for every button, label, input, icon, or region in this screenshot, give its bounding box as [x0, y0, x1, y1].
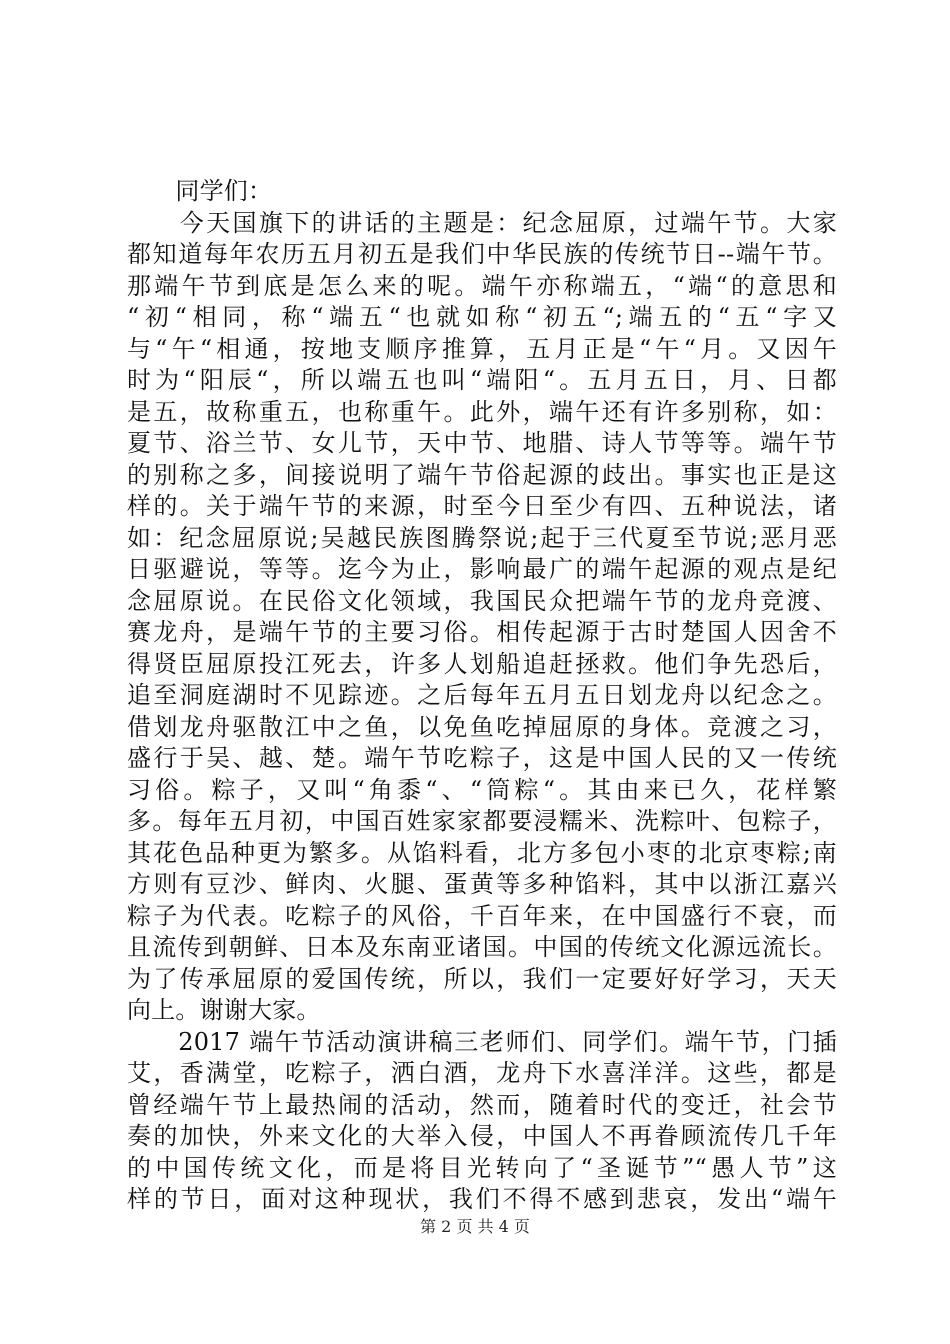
text-line: 是五，故称重五，也称重午。此外，端午还有许多别称，如：	[127, 397, 837, 426]
text-line: 追至洞庭湖时不见踪迹。之后每年五月五日划龙舟以纪念之。	[127, 681, 837, 709]
text-line: 为了传承屈原的爱国传统，所以，我们一定要好好学习，天天	[127, 964, 837, 993]
text-line: 如：纪念屈原说;吴越民族图腾祭说;起于三代夏至节说;恶月恶	[127, 523, 837, 552]
text-line: 那端午节到底是怎么来的呢。端午亦称端五，“端“的意思和	[127, 271, 837, 300]
text-line: 习俗。粽子，又叫“角黍“、“筒粽“。其由来已久，花样繁	[127, 775, 837, 804]
text-line: 艾，香满堂，吃粽子，洒白酒，龙舟下水喜洋洋。这些，都是	[127, 1059, 837, 1087]
text-line: 日驱避说，等等。迄今为止，影响最广的端午起源的观点是纪	[127, 555, 837, 583]
text-line: 粽子为代表。吃粽子的风俗，千百年来，在中国盛行不衰，而	[127, 901, 837, 930]
text-line: 样的节日，面对这种现状，我们不得不感到悲哀，发出“端午	[127, 1185, 837, 1213]
text-line: 曾经端午节上最热闹的活动，然而，随着时代的变迁，社会节	[127, 1090, 837, 1119]
text-line: 与“午“相通，按地支顺序推算，五月正是“午“月。又因午	[127, 334, 837, 363]
text-line: 今天国旗下的讲话的主题是：纪念屈原，过端午节。大家	[127, 208, 837, 237]
text-line: 且流传到朝鲜、日本及东南亚诸国。中国的传统文化源远流长。	[127, 933, 837, 961]
text-line: 向上。谢谢大家。	[127, 996, 321, 1024]
text-line: 夏节、浴兰节、女儿节，天中节、地腊、诗人节等等。端午节	[127, 429, 837, 457]
text-line: 多。每年五月初，中国百姓家家都要浸糯米、洗粽叶、包粽子，	[127, 807, 837, 835]
text-line: 方则有豆沙、鲜肉、火腿、蛋黄等多种馅料，其中以浙江嘉兴	[127, 870, 837, 898]
text-line: 同学们：	[127, 177, 273, 205]
document-body	[127, 176, 837, 1216]
text-line: 奏的加快，外来文化的大举入侵，中国人不再眷顾流传几千年	[127, 1122, 837, 1150]
page-footer: 第 2 页 共 4 页	[420, 1217, 530, 1236]
text-line: 得贤臣屈原投江死去，许多人划船追赶拯救。他们争先恐后，	[127, 649, 837, 678]
text-line: 样的。关于端午节的来源，时至今日至少有四、五种说法，诸	[127, 492, 837, 520]
text-line: “初“相同，称“端五“也就如称“初五“;端五的“五“字又	[127, 303, 837, 331]
text-line: 都知道每年农历五月初五是我们中华民族的传统节日--端午节。	[127, 240, 837, 268]
text-line: 时为“阳辰“，所以端五也叫“端阳“。五月五日，月、日都	[127, 366, 837, 394]
text-line: 赛龙舟，是端午节的主要习俗。相传起源于古时楚国人因舍不	[127, 618, 837, 646]
text-line: 盛行于吴、越、楚。端午节吃粽子，这是中国人民的又一传统	[127, 744, 837, 772]
text-line: 的中国传统文化，而是将目光转向了“圣诞节”“愚人节”这	[127, 1153, 837, 1182]
text-line: 念屈原说。在民俗文化领域，我国民众把端午节的龙舟竞渡、	[127, 586, 837, 615]
text-line: 其花色品种更为繁多。从馅料看，北方多包小枣的北京枣粽;南	[127, 838, 837, 867]
text-line: 的别称之多，间接说明了端午节俗起源的歧出。事实也正是这	[127, 460, 837, 489]
text-line: 借划龙舟驱散江中之鱼，以免鱼吃掉屈原的身体。竞渡之习，	[127, 712, 837, 741]
text-line: 2017 端午节活动演讲稿三老师们、同学们。端午节，门插	[127, 1027, 837, 1056]
